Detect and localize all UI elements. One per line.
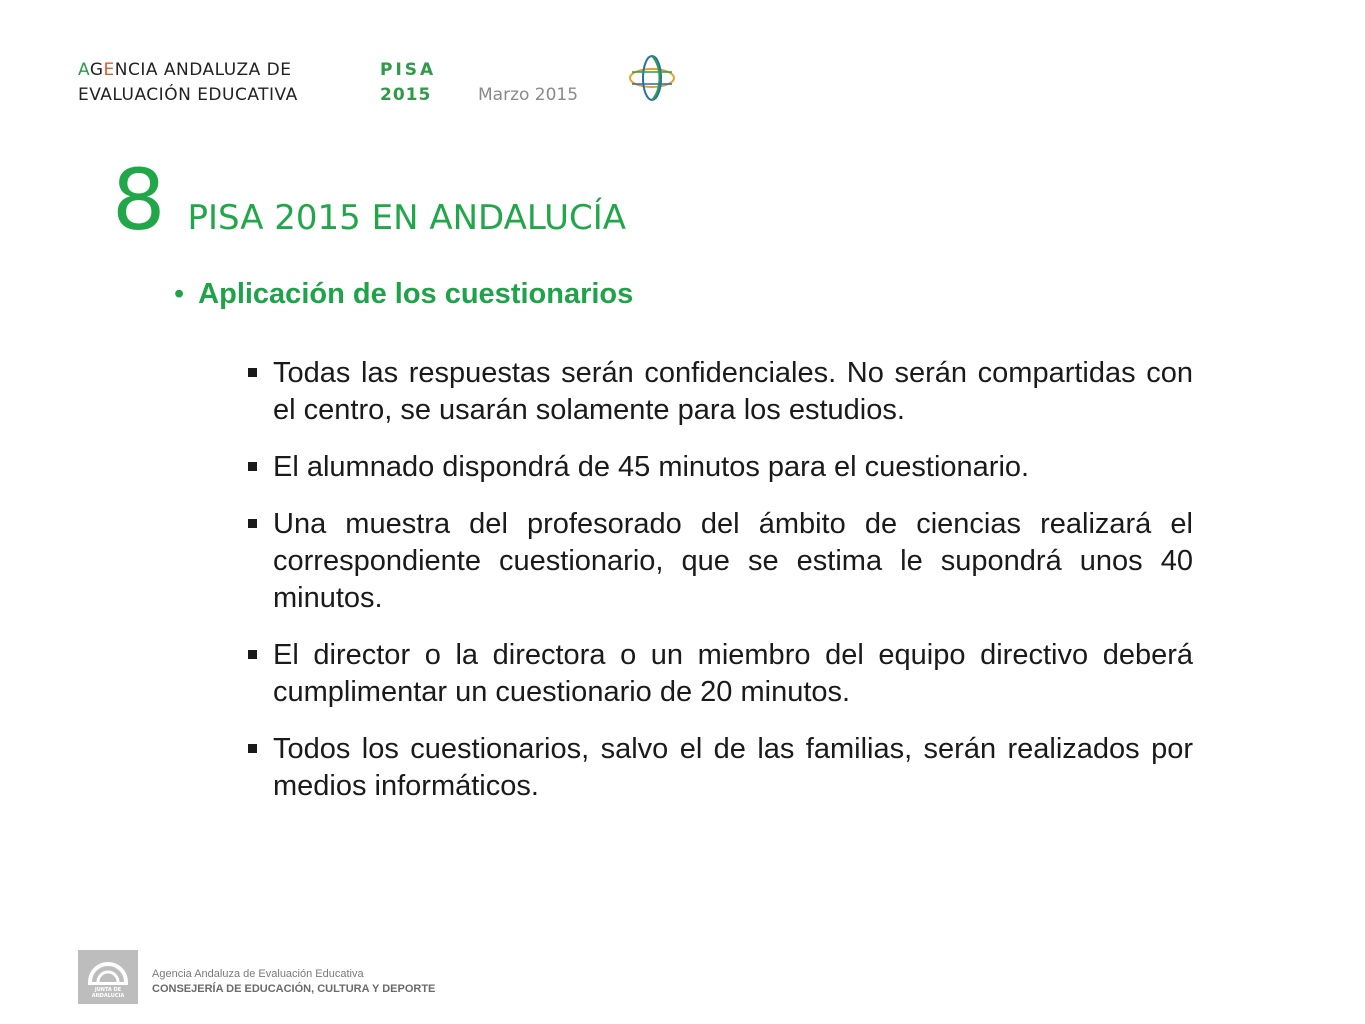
list-item-text: Una muestra del profesorado del ámbito de ciencias realizará el correspondiente cuestionario, que se estima le supondrá unos 40 minutos. — [273, 508, 1193, 614]
subheading-text: Aplicación de los cuestionarios — [198, 278, 634, 310]
list-item-text: Todos los cuestionarios, salvo el de las familias, serán realizados por medios informáticos. — [273, 733, 1193, 802]
list-item-text: El director o la directora o un miembro del equipo directivo deberá cumplimentar un cuestionario de 20 minutos. — [273, 639, 1193, 708]
date-label: Marzo 2015 — [478, 85, 579, 105]
junta-arch-icon — [78, 950, 138, 990]
section-title — [112, 151, 627, 249]
junta-andalucia-logo — [78, 950, 138, 1004]
footer-ministry: CONSEJERÍA DE EDUCACIÓN, CULTURA Y DEPORTE — [152, 983, 436, 995]
square-bullet-icon — [248, 650, 257, 659]
list-item-text: El alumnado dispondrá de 45 minutos para el cuestionario. — [273, 451, 1030, 483]
pisa-brand — [380, 58, 436, 108]
list-item — [245, 355, 1193, 429]
bullet-list — [245, 355, 1193, 825]
agency-line-1: AGENCIA ANDALUZA DE — [78, 60, 292, 80]
pisa-globe-logo-icon — [626, 52, 678, 104]
list-item-text: Todas las respuestas serán confidenciales. No serán compartidas con el centro, se usarán solamente para los estudios. — [273, 357, 1193, 426]
pisa-label: PISA — [380, 60, 437, 80]
square-bullet-icon — [248, 462, 257, 471]
section-number: 8 — [112, 151, 166, 249]
footer-agency: Agencia Andaluza de Evaluación Educativa — [152, 968, 364, 980]
agency-name — [78, 58, 298, 108]
square-bullet-icon — [248, 744, 257, 753]
section-heading: PISA 2015 EN ANDALUCÍA — [187, 198, 627, 238]
list-item — [245, 506, 1193, 617]
list-item — [245, 637, 1193, 711]
list-item — [245, 449, 1193, 486]
logo-caption: JUNTA DE ANDALUCIA — [91, 987, 125, 999]
agency-line-2: EVALUACIÓN EDUCATIVA — [78, 85, 298, 105]
square-bullet-icon — [248, 368, 257, 377]
bullet-dot-icon: • — [174, 278, 185, 310]
subheading — [174, 278, 633, 311]
pisa-year: 2015 — [380, 85, 432, 105]
square-bullet-icon — [248, 519, 257, 528]
list-item — [245, 731, 1193, 805]
